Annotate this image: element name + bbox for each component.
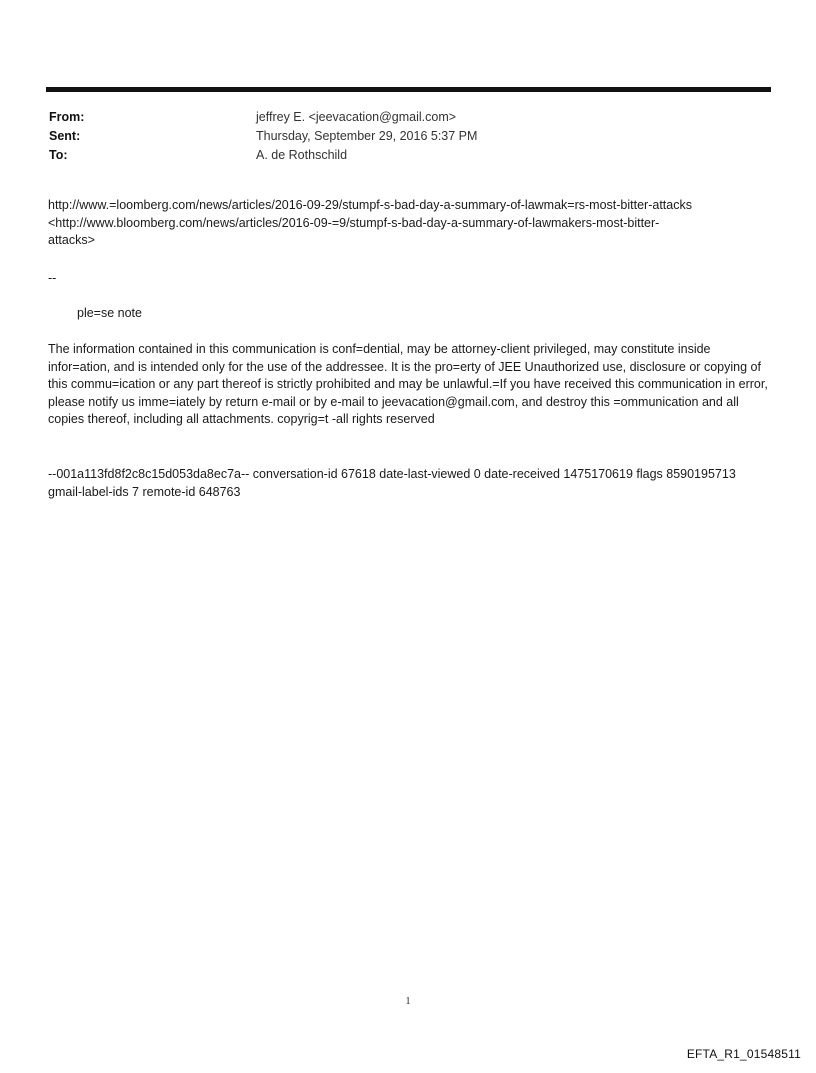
article-url-line-3[interactable]: attacks> bbox=[48, 233, 95, 247]
email-header bbox=[49, 108, 749, 165]
page-number: 1 bbox=[405, 996, 411, 1007]
sent-row bbox=[49, 127, 749, 146]
article-link-block bbox=[48, 197, 773, 250]
from-value: jeffrey E. <jeevacation@gmail.com> bbox=[256, 110, 457, 124]
from-label: From: bbox=[49, 110, 85, 124]
confidentiality-disclaimer: The information contained in this communication is conf=dential, may be attorney-client privileged, may constitute inside infor=ation, and is intended only for the use of the addressee. It is the pro=erty of JEE Unauthorized use, disclosure or copying of this commu=ication or any part thereof is strictly prohibited and may be unlawful.=If you have received this communication in error, please notify us imme=iately by return e-mail or by e-mail to jeevacation@gmail.com, and destroy this =ommunication and all copies thereof, including all attachments. copyrig=t -all rights reserved bbox=[48, 342, 768, 426]
header-divider bbox=[46, 87, 771, 92]
signature-separator: -- bbox=[48, 271, 57, 285]
article-url-line-2[interactable]: <http://www.bloomberg.com/news/articles/2016-09-=9/stumpf-s-bad-day-a-summary-of-lawmakers-most-bitter- bbox=[48, 215, 660, 230]
to-label: To: bbox=[49, 148, 68, 162]
sent-label: Sent: bbox=[49, 129, 81, 143]
article-url-line-1[interactable]: http://www.=loomberg.com/news/articles/2016-09-29/stumpf-s-bad-day-a-summary-of-lawmak=rs-most-bitter-attacks bbox=[48, 198, 692, 212]
message-metadata: --001a113fd8f2c8c15d053da8ec7a-- conversation-id 67618 date-last-viewed 0 date-received 1475170619 flags 8590195713 gmail-label-ids 7 remote-id 648763 bbox=[48, 467, 736, 499]
to-value: A. de Rothschild bbox=[256, 148, 348, 162]
bates-number: EFTA_R1_01548511 bbox=[686, 1047, 801, 1061]
from-row bbox=[49, 108, 749, 127]
to-row bbox=[49, 146, 749, 165]
sent-value: Thursday, September 29, 2016 5:37 PM bbox=[256, 129, 478, 143]
please-note: ple=se note bbox=[77, 306, 142, 320]
